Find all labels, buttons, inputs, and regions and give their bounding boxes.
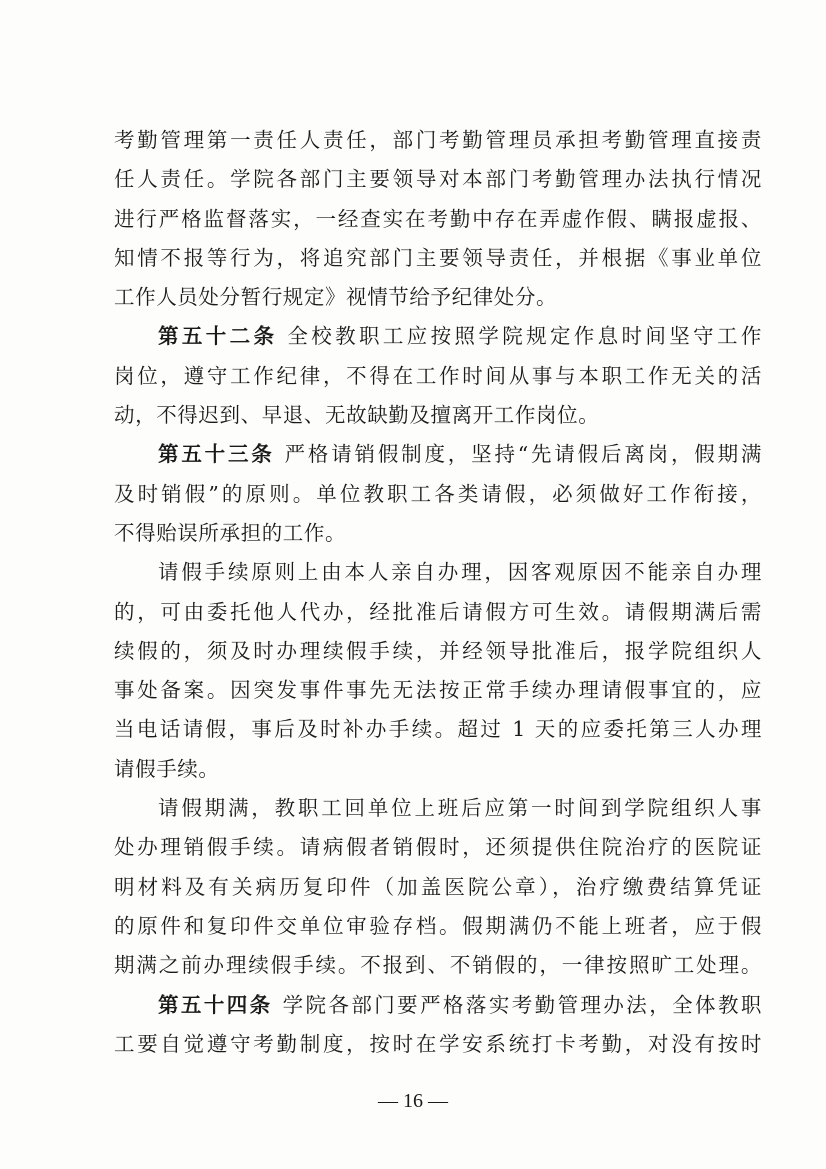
text-line: 不得贻误所承担的工作。 xyxy=(114,520,347,545)
text-line: 工作人员处分暂行规定》视情节给予纪律处分。 xyxy=(114,285,558,310)
text-line: 工要自觉遵守考勤制度，按时在学安系统打卡考勤，对没有按时 xyxy=(114,1031,762,1056)
article-first-line xyxy=(114,317,762,356)
text-segment: 学院各部门要严格落实考勤管理办法，全体教职 xyxy=(282,992,762,1017)
article-label: 第五十三条 xyxy=(158,442,275,467)
text-segment: 全校教职工应按照学院规定作息时间坚守工作 xyxy=(287,324,763,349)
text-line: 当电话请假，事后及时补办手续。超过 1 天的应委托第三人办理 xyxy=(114,717,762,742)
body-text xyxy=(114,121,762,1064)
text-line: 期满之前办理续假手续。不报到、不销假的，一律按照旷工处理。 xyxy=(114,953,762,978)
article-first-line xyxy=(114,986,762,1025)
article-label: 第五十二条 xyxy=(158,324,278,349)
text-line: 请假手续。 xyxy=(114,756,220,781)
text-line: 请假手续原则上由本人亲自办理，因客观原因不能亲自办理 xyxy=(158,560,762,585)
text-line: 任人责任。学院各部门主要领导对本部门考勤管理办法执行情况 xyxy=(114,167,762,192)
text-line: 明材料及有关病历复印件（加盖医院公章），治疗缴费结算凭证 xyxy=(114,874,762,899)
text-line: 处办理销假手续。请病假者销假时，还须提供住院治疗的医院证 xyxy=(114,835,762,860)
page-number: — 16 — xyxy=(378,1090,448,1112)
text-line: 动，不得迟到、早退、无故缺勤及擅离开工作岗位。 xyxy=(114,403,600,428)
text-segment: 严格请销假制度，坚持“先请假后离岗，假期满 xyxy=(284,442,762,467)
text-line: 岗位，遵守工作纪律，不得在工作时间从事与本职工作无关的活 xyxy=(114,363,762,388)
text-line: 及时销假”的原则。单位教职工各类请假，必须做好工作衔接， xyxy=(114,481,762,506)
article-label: 第五十四条 xyxy=(158,992,273,1017)
text-line: 的原件和复印件交单位审验存档。假期满仍不能上班者，应于假 xyxy=(114,913,762,938)
text-line: 请假期满，教职工回单位上班后应第一时间到学院组织人事 xyxy=(158,796,762,821)
text-line: 知情不报等行为，将追究部门主要领导责任，并根据《事业单位 xyxy=(114,245,762,270)
text-line: 考勤管理第一责任人责任，部门考勤管理员承担考勤管理直接责 xyxy=(114,128,762,152)
text-line: 的，可由委托他人代办，经批准后请假方可生效。请假期满后需 xyxy=(114,599,762,624)
text-line: 续假的，须及时办理续假手续，并经领导批准后，报学院组织人 xyxy=(114,638,762,663)
article-first-line xyxy=(114,435,762,474)
text-line: 事处备案。因突发事件事先无法按正常手续办理请假事宜的，应 xyxy=(114,678,762,703)
text-line: 进行严格监督落实，一经查实在考勤中存在弄虚作假、瞒报虚报、 xyxy=(114,206,762,231)
